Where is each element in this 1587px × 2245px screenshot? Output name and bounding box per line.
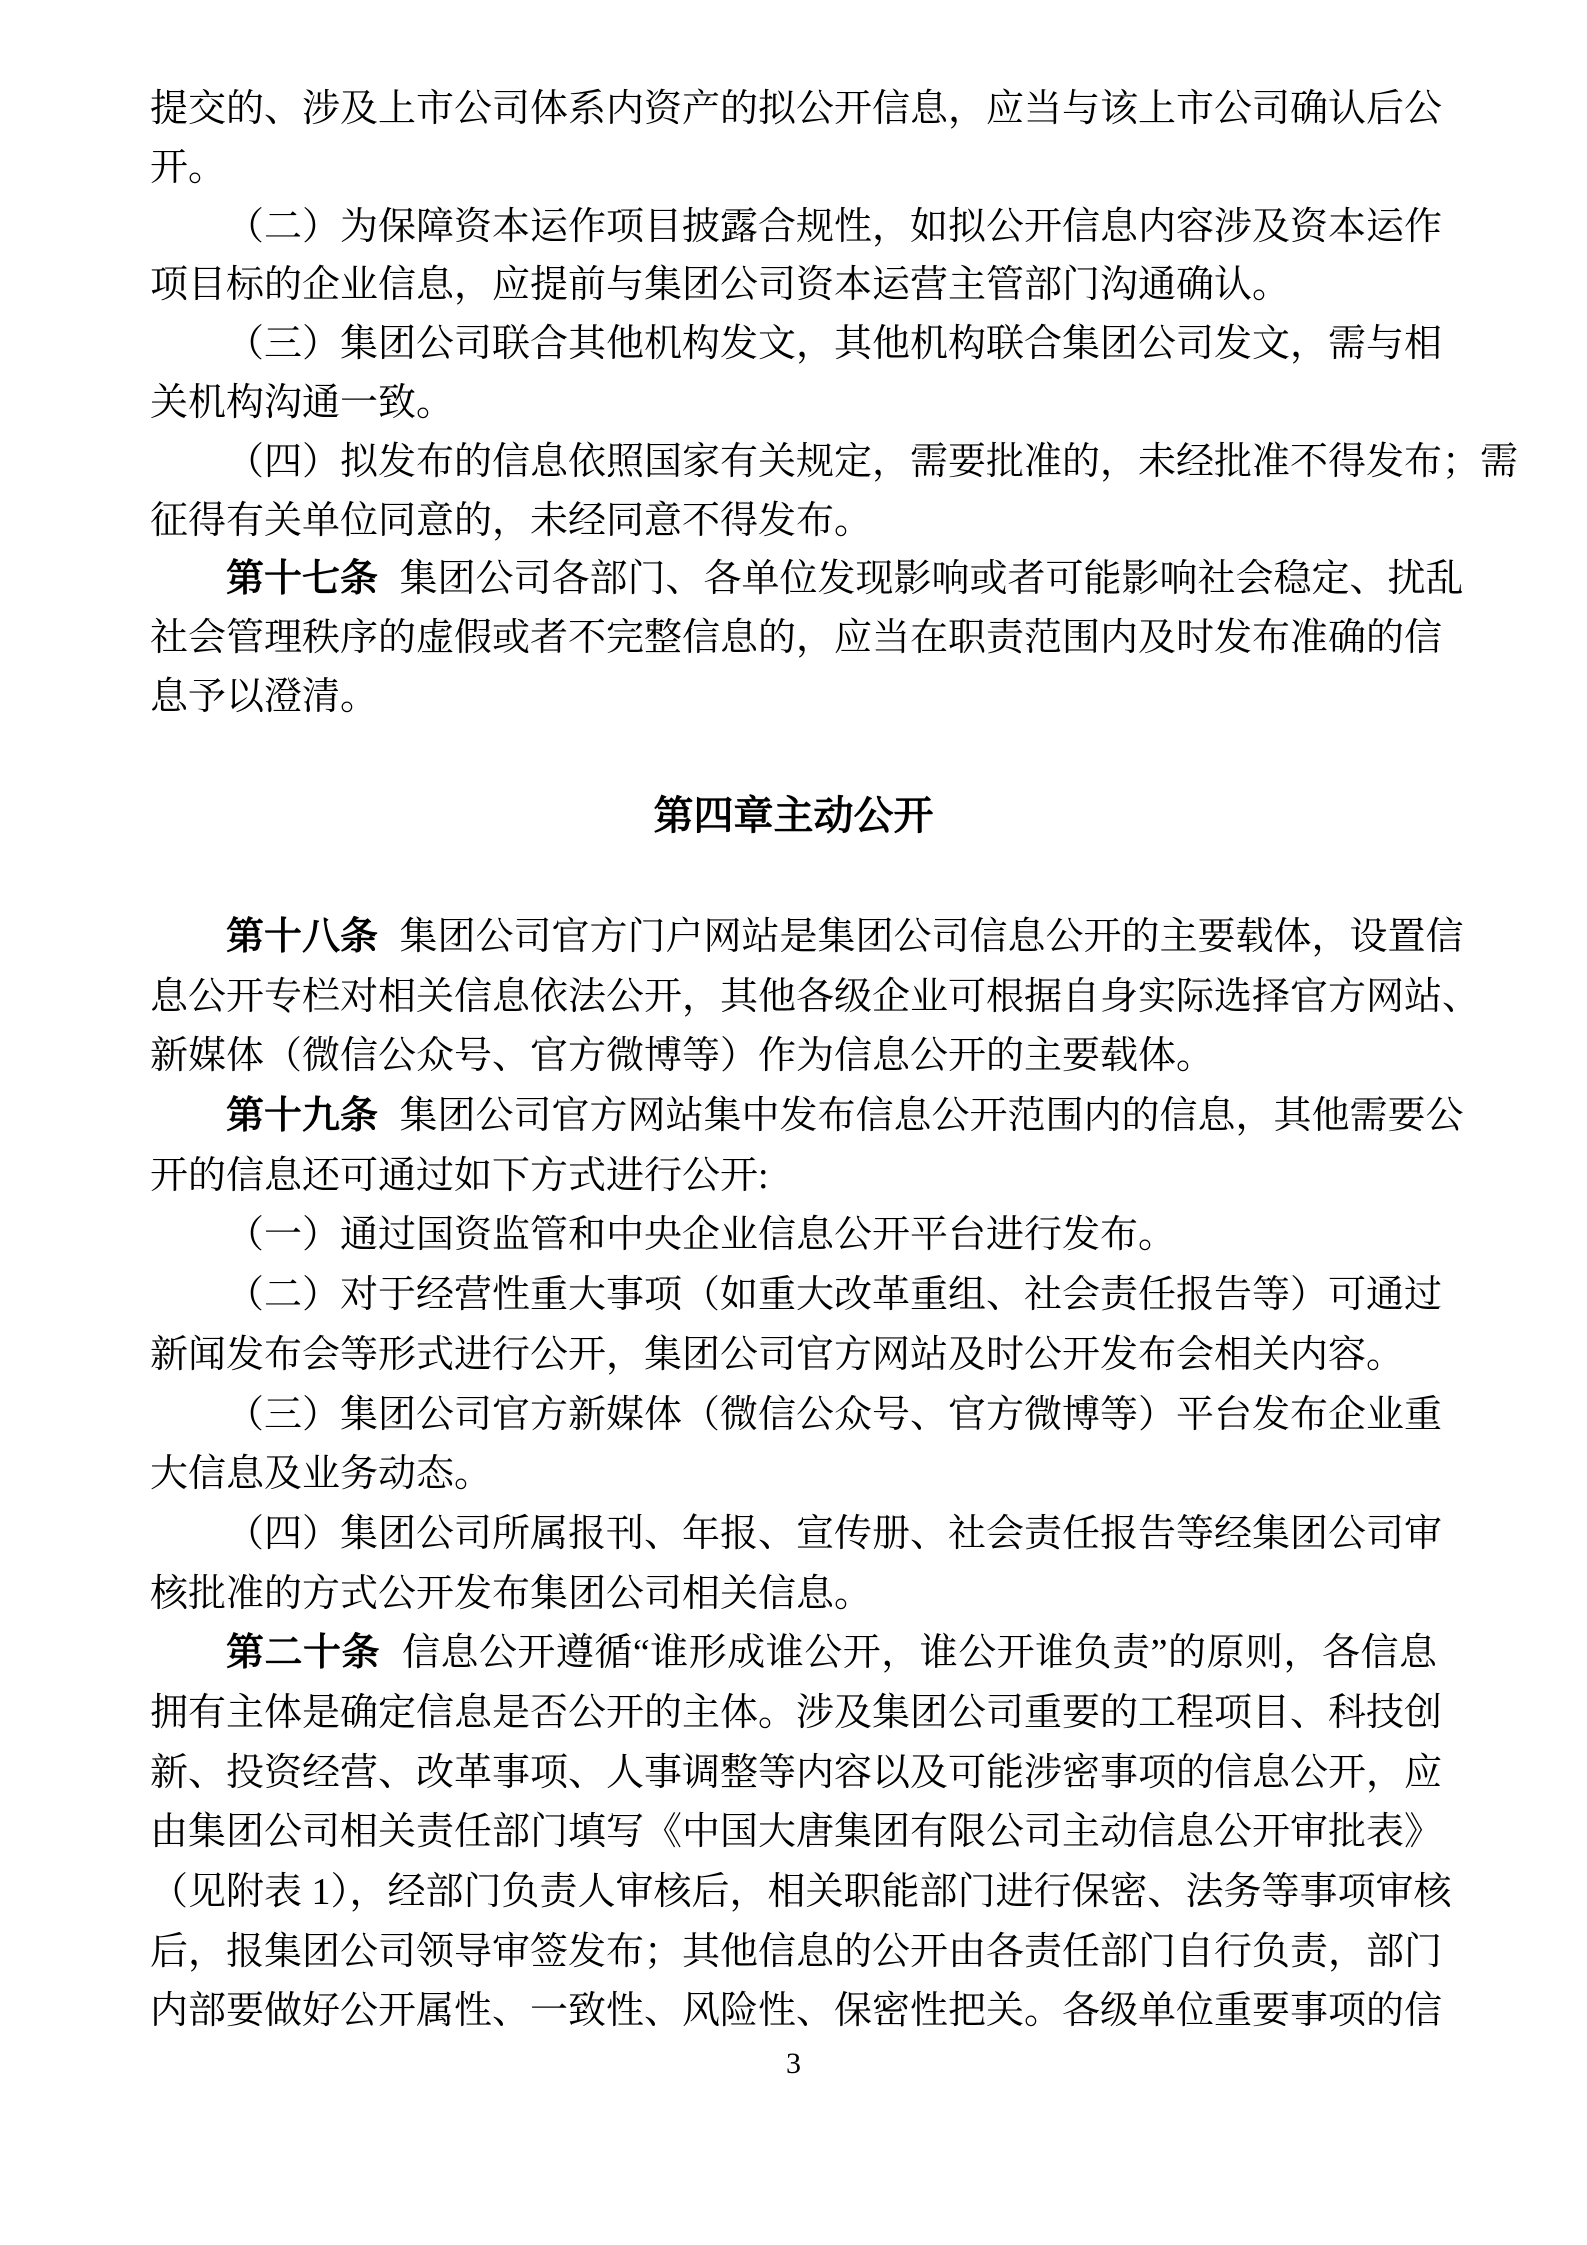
text-line: （见附表 1），经部门负责人审核后，相关职能部门进行保密、法务等事项审核 <box>150 1871 1452 1913</box>
text-line: 后，报集团公司领导审签发布；其他信息的公开由各责任部门自行负责，部门 <box>150 1930 1443 1973</box>
text-line: 社会管理秩序的虚假或者不完整信息的，应当在职责范围内及时发布准确的信 <box>150 617 1443 660</box>
text-line: 息公开专栏对相关信息依法公开，其他各级企业可根据自身实际选择官方网站、 <box>150 975 1481 1018</box>
text-line: （四）拟发布的信息依照国家有关规定，需要批准的，未经批准不得发布；需 <box>226 440 1519 483</box>
text-line: （四）集团公司所属报刊、年报、宣传册、社会责任报告等经集团公司审 <box>226 1512 1443 1555</box>
text-line: 息予以澄清。 <box>150 675 379 718</box>
page-number: 3 <box>786 2047 801 2080</box>
paragraph-block-top <box>150 80 1519 727</box>
text-line: 大信息及业务动态。 <box>150 1453 493 1496</box>
text-line: 第十九条 集团公司官方网站集中发布信息公开范围内的信息，其他需要公 <box>226 1095 1464 1138</box>
article-number: 第二十条 <box>226 1632 380 1675</box>
paragraph-block-bottom <box>150 908 1481 2042</box>
text-line: 关机构沟通一致。 <box>150 381 455 424</box>
text-line: 核批准的方式公开发布集团公司相关信息。 <box>150 1572 873 1615</box>
article-number: 第十九条 <box>226 1095 379 1138</box>
text-line: （二）为保障资本运作项目披露合规性，如拟公开信息内容涉及资本运作 <box>226 205 1443 248</box>
text-line: 新闻发布会等形式进行公开，集团公司官方网站及时公开发布会相关内容。 <box>150 1333 1405 1376</box>
article-number: 第十七条 <box>226 558 379 601</box>
text-line: 项目标的企业信息，应提前与集团公司资本运营主管部门沟通确认。 <box>150 264 1291 307</box>
text-line: 内部要做好公开属性、一致性、风险性、保密性把关。各级单位重要事项的信 <box>150 1990 1443 2033</box>
chapter-heading: 第四章主动公开 <box>653 793 934 838</box>
text-line: 新媒体（微信公众号、官方微博等）作为信息公开的主要载体。 <box>150 1035 1215 1078</box>
text-line: 征得有关单位同意的，未经同意不得发布。 <box>150 499 873 542</box>
text-line: 新、投资经营、改革事项、人事调整等内容以及可能涉密事项的信息公开，应 <box>150 1751 1443 1794</box>
text-line: 第十七条 集团公司各部门、各单位发现影响或者可能影响社会稳定、扰乱 <box>226 558 1464 601</box>
text-line: （三）集团公司联合其他机构发文，其他机构联合集团公司发文，需与相 <box>226 323 1443 366</box>
text-line: 开的信息还可通过如下方式进行公开: <box>150 1154 769 1197</box>
text-line: （一）通过国资监管和中央企业信息公开平台进行发布。 <box>226 1214 1177 1257</box>
text-line: 拥有主体是确定信息是否公开的主体。涉及集团公司重要的工程项目、科技创 <box>150 1691 1443 1734</box>
text-line: 第二十条 信息公开遵循“谁形成谁公开，谁公开谁负责”的原则，各信息 <box>226 1632 1437 1675</box>
text-line: 由集团公司相关责任部门填写《中国大唐集团有限公司主动信息公开审批表》 <box>150 1811 1443 1854</box>
text-line: 提交的、涉及上市公司体系内资产的拟公开信息，应当与该上市公司确认后公 <box>150 88 1443 130</box>
text-line: 第十八条 集团公司官方门户网站是集团公司信息公开的主要载体，设置信 <box>226 916 1464 958</box>
article-number: 第十八条 <box>226 916 379 958</box>
text-line: （三）集团公司官方新媒体（微信公众号、官方微博等）平台发布企业重 <box>226 1393 1443 1436</box>
text-line: （二）对于经营性重大事项（如重大改革重组、社会责任报告等）可通过 <box>226 1274 1443 1317</box>
text-line: 开。 <box>150 146 227 189</box>
